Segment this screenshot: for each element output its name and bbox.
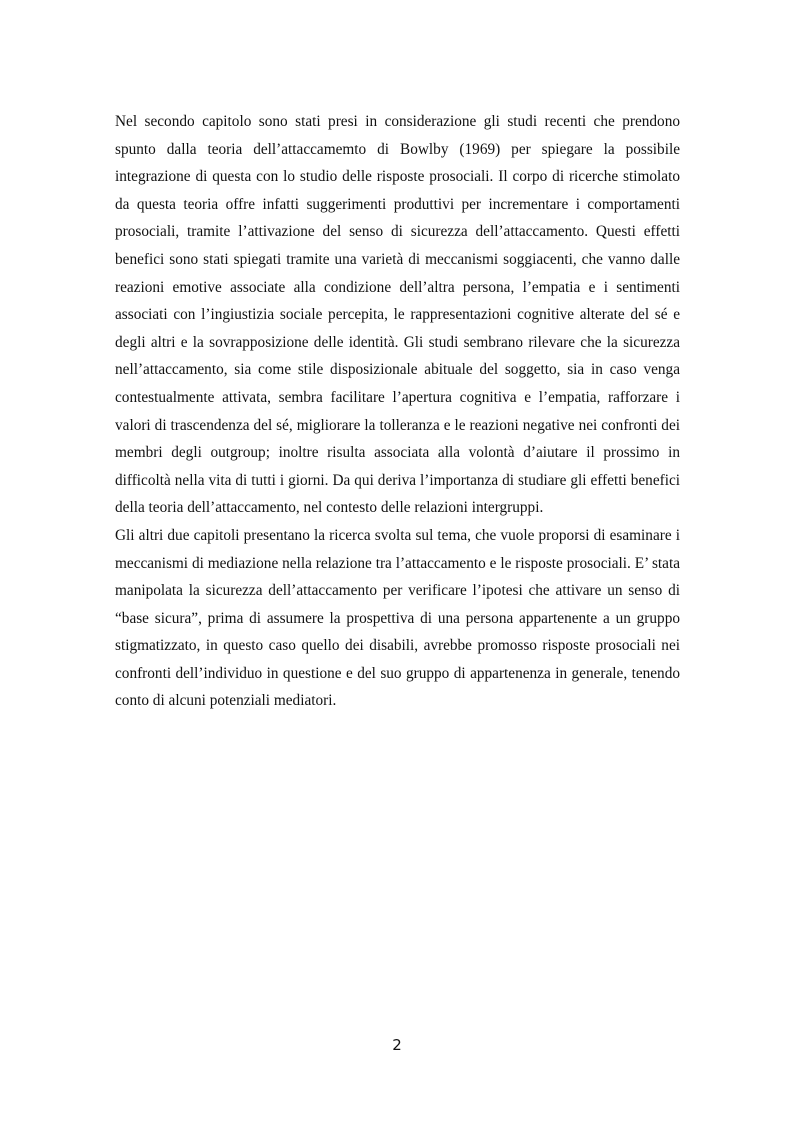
paragraph-1: Nel secondo capitolo sono stati presi in considerazione gli studi recenti che prendono spunto dalla teoria dell’attaccamemto di Bowlby (1969) per spiegare la possibile integrazione di questa con lo studio delle risposte prosociali. Il corpo di ricerche stimolato da questa teoria offre infatti suggerimenti produttivi per incrementare i comportamenti prosociali, tramite l’attivazione del senso di sicurezza dell’attaccamento. Questi effetti benefici sono stati spiegati tramite una varietà di meccanismi soggiacenti, che vanno dalle reazioni emotive associate alla condizione dell’altra persona, l’empatia e i sentimenti associati con l’ingiustizia sociale percepita, le rappresentazioni cognitive alterate del sé e degli altri e la sovrapposizione delle identità. Gli studi sembrano rilevare che la sicurezza nell’attaccamento, sia come stile disposizionale abituale del soggetto, sia in caso venga contestualmente attivata, sembra facilitare l’apertura cognitiva e l’empatia, rafforzare i valori di trascendenza del sé, migliorare la tolleranza e le reazioni negative nei confronti dei membri degli outgroup; inoltre risulta associata alla volontà d’aiutare il prossimo in difficoltà nella vita di tutti i giorni. Da qui deriva l’importanza di studiare gli effetti benefici della teoria dell’attaccamento, nel contesto delle relazioni intergruppi.	[115, 113, 680, 517]
paragraph-2: Gli altri due capitoli presentano la ricerca svolta sul tema, che vuole proporsi di esaminare i meccanismi di mediazione nella relazione tra l’attaccamento e le risposte prosociali. E’ stata manipolata la sicurezza dell’attaccamento per verificare l’ipotesi che attivare un senso di “base sicura”, prima di assumere la prospettiva di una persona appartenente a un gruppo stigmatizzato, in questo caso quello dei disabili, avrebbe promosso risposte prosociali nei confronti dell’individuo in questione e del suo gruppo di appartenenza in generale, tenendo conto di alcuni potenziali mediatori.	[115, 526, 680, 710]
body-text	[115, 108, 680, 715]
page-number: 2	[392, 1036, 402, 1054]
